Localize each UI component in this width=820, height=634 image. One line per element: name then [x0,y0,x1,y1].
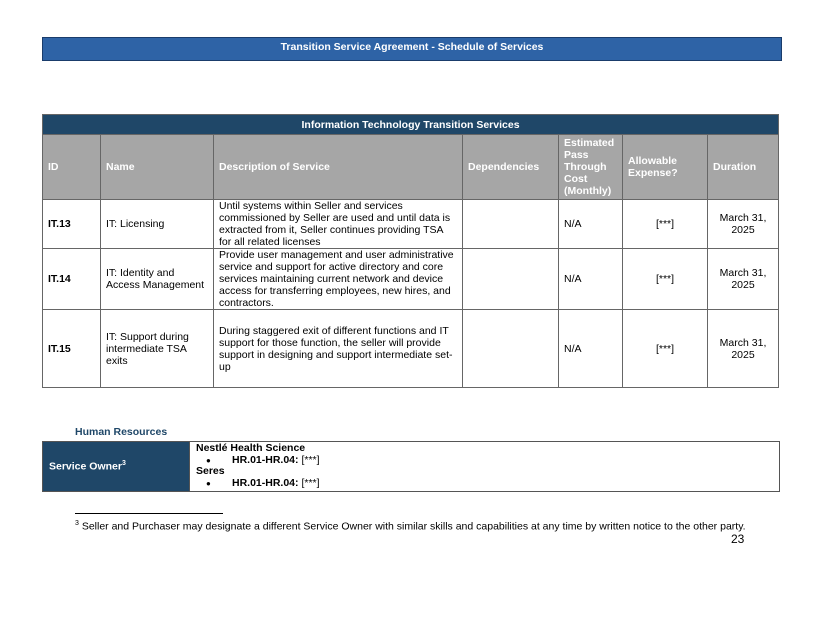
row-dependencies [463,310,559,388]
header-estimated-cost: Estimated Pass Through Cost (Monthly) [559,135,623,200]
header-dependencies: Dependencies [463,135,559,200]
service-owner-table [42,441,780,492]
row-estimated-cost: N/A [559,200,623,249]
item-code: HR.01-HR.04: [232,453,299,466]
footnote [75,520,746,533]
row-duration: March 31, 2025 [708,310,779,388]
row-description: During staggered exit of different functions and IT support for those function, the seller will provide support in designing and support intermediate set-up [214,310,463,388]
table-row [43,310,779,388]
list-item [196,455,773,467]
row-id: IT.15 [43,310,101,388]
row-allowable-expense: [***] [623,249,708,310]
header-duration: Duration [708,135,779,200]
list-item [196,478,773,490]
section-title-human-resources: Human Resources [75,426,168,438]
row-duration: March 31, 2025 [708,200,779,249]
table-header-row [43,135,779,200]
row-duration: March 31, 2025 [708,249,779,310]
table-title-row [43,115,779,135]
header-name: Name [101,135,214,200]
page-number: 23 [731,532,745,546]
item-code: HR.01-HR.04: [232,476,299,489]
row-name: IT: Licensing [101,200,214,249]
row-description: Provide user management and user administrative service and support for active directory and core services maintaining current network and device access for transferring employees, new hires, and contractors. [214,249,463,310]
table-row [43,249,779,310]
service-owner-list [190,442,780,492]
owner-org: Seres [196,465,225,477]
row-name: IT: Identity and Access Management [101,249,214,310]
item-value: [***] [298,453,320,466]
row-description: Until systems within Seller and services commissioned by Seller are used and until data is extracted from it, Seller continues providing TSA for all related licenses [214,200,463,249]
row-dependencies [463,200,559,249]
owner-org: Nestlé Health Science [196,442,306,454]
row-id: IT.14 [43,249,101,310]
service-owner-label-text: Service Owner [49,460,122,473]
table-title: Information Technology Transition Services [43,115,779,135]
row-id: IT.13 [43,200,101,249]
row-estimated-cost: N/A [559,310,623,388]
it-services-table [42,114,779,388]
row-estimated-cost: N/A [559,249,623,310]
header-description: Description of Service [214,135,463,200]
service-owner-label [43,442,190,492]
schedule-banner: Transition Service Agreement - Schedule of Services [42,37,782,61]
header-allowable-expense: Allowable Expense? [623,135,708,200]
footnote-marker: 3 [75,520,79,527]
bullet-icon: ● [206,478,211,488]
footnote-divider [75,513,223,514]
row-allowable-expense: [***] [623,310,708,388]
footnote-text: Seller and Purchaser may designate a different Service Owner with similar skills and capabilities at any time by written notice to the other party. [78,520,746,533]
row-name: IT: Support during intermediate TSA exits [101,310,214,388]
item-value: [***] [298,476,320,489]
row-dependencies [463,249,559,310]
bullet-icon: ● [206,455,211,465]
table-row [43,200,779,249]
row-allowable-expense: [***] [623,200,708,249]
footnote-ref: 3 [121,460,126,468]
header-id: ID [43,135,101,200]
